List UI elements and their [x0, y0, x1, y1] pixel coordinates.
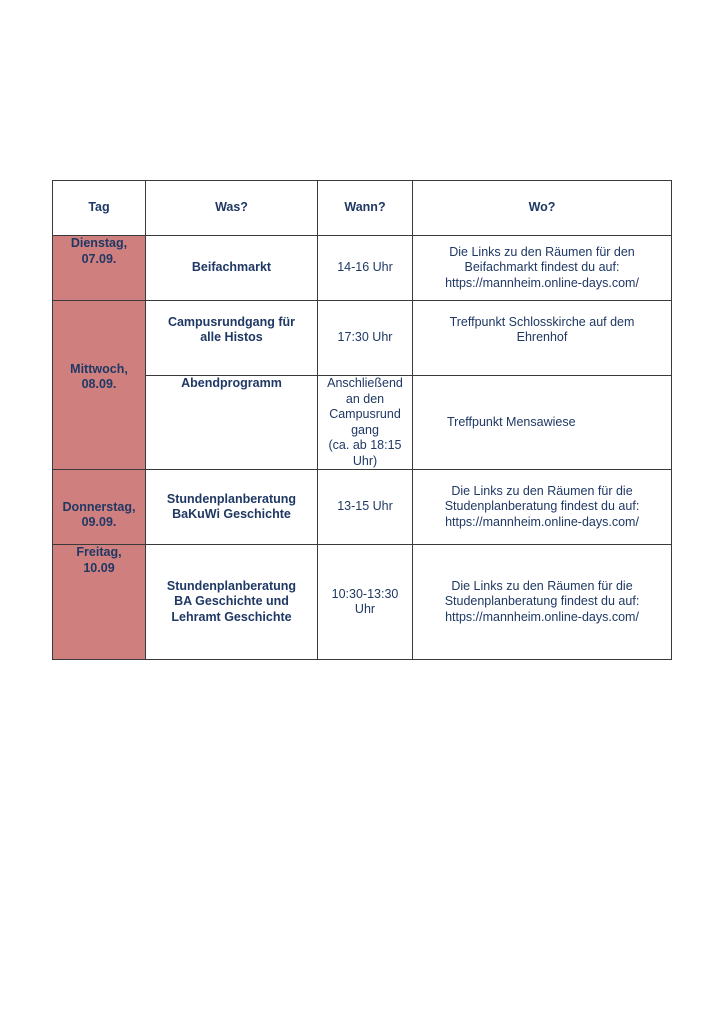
location-line: Treffpunkt Schlosskirche auf dem — [449, 314, 635, 329]
table-row — [53, 470, 672, 545]
location-line: Beifachmarkt findest du auf: — [464, 260, 620, 275]
day-name: Donnerstag, — [62, 499, 136, 514]
day-name: Dienstag, — [70, 236, 128, 250]
event-line: Lehramt Geschichte — [171, 609, 292, 624]
location-link[interactable]: https://mannheim.online-days.com/ — [445, 609, 639, 624]
time-cell — [318, 545, 413, 660]
day-cell — [53, 470, 146, 545]
table-row — [53, 545, 672, 660]
time-line: Uhr) — [352, 453, 378, 468]
location-line: Studenplanberatung findest du auf: — [444, 594, 640, 609]
location-cell — [413, 470, 672, 545]
day-cell — [53, 301, 146, 470]
schedule-table — [52, 180, 672, 660]
header-tag: Tag — [53, 181, 146, 236]
event-line: Abendprogramm — [181, 376, 282, 390]
header-wann: Wann? — [318, 181, 413, 236]
time-cell — [318, 236, 413, 301]
event-line: BaKuWi Geschichte — [172, 507, 291, 521]
event-line: Stundenplanberatung — [166, 491, 297, 506]
event-line: Campusrundgang für — [167, 314, 296, 329]
day-cell — [53, 545, 146, 660]
time-line: 17:30 Uhr — [337, 330, 393, 345]
day-name: Freitag, — [76, 545, 122, 559]
day-name: Mittwoch, — [70, 361, 128, 376]
location-cell — [413, 301, 672, 376]
event-cell — [146, 545, 318, 660]
event-line: BA Geschichte und — [174, 594, 289, 609]
event-cell — [146, 376, 318, 470]
time-line: 13-15 Uhr — [337, 499, 393, 514]
time-line: Uhr — [354, 602, 376, 616]
time-line: (ca. ab 18:15 — [328, 438, 402, 452]
location-line: Ehrenhof — [516, 330, 568, 344]
location-line: Studenplanberatung findest du auf: — [444, 499, 640, 514]
day-date: 07.09. — [81, 251, 117, 266]
location-line: Treffpunkt Mensawiese — [447, 414, 576, 429]
day-date: 09.09. — [81, 515, 117, 529]
time-line: 14-16 Uhr — [337, 260, 393, 275]
header-was: Was? — [146, 181, 318, 236]
header-wo: Wo? — [413, 181, 672, 236]
time-line: Campusrund — [329, 407, 401, 421]
location-cell — [413, 376, 672, 470]
table-header-row — [53, 181, 672, 236]
location-link[interactable]: https://mannheim.online-days.com/ — [445, 275, 639, 290]
event-cell — [146, 470, 318, 545]
location-link[interactable]: https://mannheim.online-days.com/ — [445, 514, 639, 529]
location-line: Die Links zu den Räumen für die — [451, 578, 633, 593]
location-cell — [413, 236, 672, 301]
day-date: 08.09. — [81, 377, 117, 391]
table-row — [53, 376, 672, 470]
table-row — [53, 301, 672, 376]
time-line: an den — [345, 391, 385, 406]
location-line: Die Links zu den Räumen für den — [449, 244, 635, 259]
time-line: Anschließend — [327, 376, 403, 390]
table-row — [53, 236, 672, 301]
time-cell — [318, 376, 413, 470]
day-date: 10.09 — [83, 560, 115, 575]
time-line: gang — [351, 422, 379, 437]
event-line: alle Histos — [200, 330, 263, 344]
day-cell — [53, 236, 146, 301]
event-line: Beifachmarkt — [191, 260, 272, 275]
location-line: Die Links zu den Räumen für die — [451, 483, 633, 498]
event-line: Stundenplanberatung — [166, 578, 297, 593]
event-cell — [146, 301, 318, 376]
location-cell — [413, 545, 672, 660]
time-line: 10:30-13:30 — [331, 586, 399, 601]
time-cell — [318, 470, 413, 545]
time-cell — [318, 301, 413, 376]
event-cell — [146, 236, 318, 301]
